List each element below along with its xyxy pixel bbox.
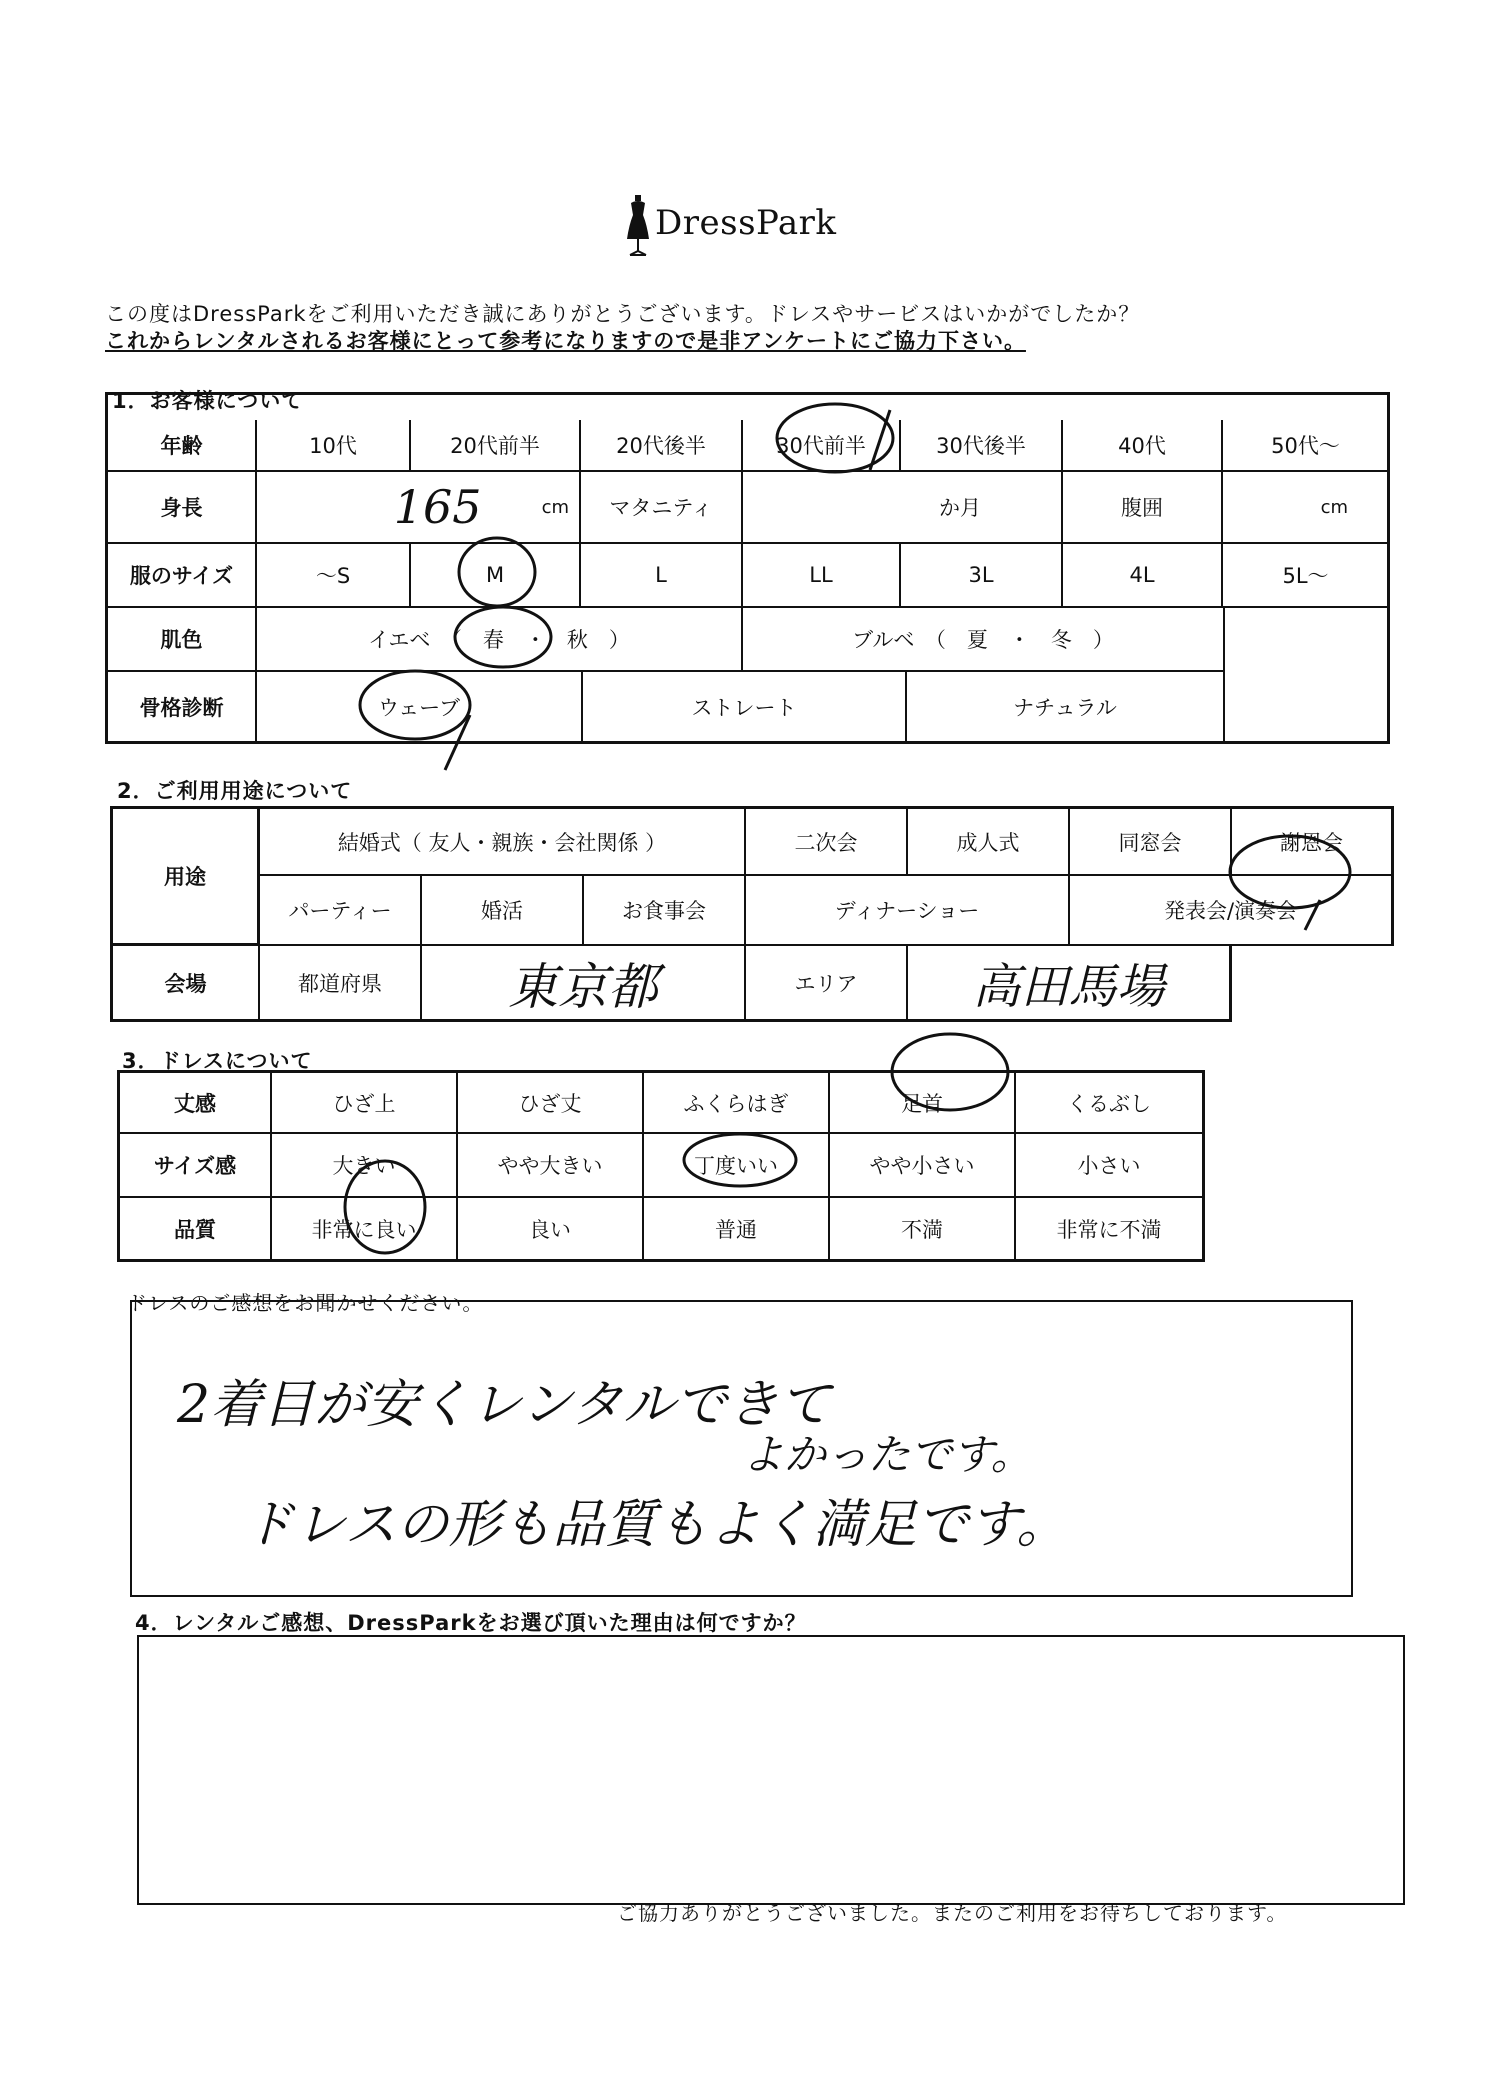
circle-mark [1230, 836, 1350, 908]
section1-title: 1．お客様について [112, 389, 304, 413]
quality-option-selected[interactable]: 非常に良い [272, 1198, 458, 1262]
circle-mark [459, 538, 535, 606]
quality-option[interactable]: 良い [458, 1198, 644, 1262]
fit-option-selected[interactable]: 丁度いい [644, 1134, 830, 1198]
size-option[interactable]: 4L [1063, 544, 1223, 608]
age-option[interactable]: 10代 [257, 420, 411, 472]
impressions-line: 2着目が安くレンタルできて [177, 1375, 831, 1435]
frame-option[interactable]: ナチュラル [907, 672, 1225, 744]
fit-label: サイズ感 [117, 1134, 272, 1198]
intro-text-emphasis: これからレンタルされるお客様にとって参考になりますので是非アンケートにご協力下さい。 [105, 329, 1026, 353]
use-label: 用途 [110, 806, 260, 946]
use-option[interactable]: 結婚式（ 友人・親族・会社関係 ） [260, 806, 746, 876]
age-label: 年齢 [105, 420, 257, 472]
quality-option[interactable]: 非常に不満 [1016, 1198, 1205, 1262]
section4-title: 4．レンタルご感想、DressParkをお選び頂いた理由は何ですか？ [135, 1611, 807, 1635]
age-option[interactable]: 30代後半 [901, 420, 1063, 472]
frame-option[interactable]: ストレート [583, 672, 907, 744]
size-option-selected[interactable]: M [411, 544, 581, 608]
size-option[interactable]: ～S [257, 544, 411, 608]
area-value: 高田馬場 [972, 959, 1165, 1015]
quality-option[interactable]: 不満 [830, 1198, 1016, 1262]
skin-blue-option[interactable]: ブルベ （ 夏 ・ 冬 ） [743, 608, 1225, 672]
length-option-selected[interactable]: 足首 [830, 1070, 1016, 1134]
age-option[interactable]: 50代～ [1223, 420, 1390, 472]
brand-name: DressPark [655, 203, 837, 243]
circle-mark [777, 404, 893, 472]
maternity-label: マタニティ [581, 472, 743, 544]
height-value: 165 [393, 480, 482, 534]
frame-option-selected[interactable]: ウェーブ [257, 672, 583, 744]
length-option[interactable]: くるぶし [1016, 1070, 1205, 1134]
section2-title: 2．ご利用用途について [117, 779, 353, 803]
age-option[interactable]: 20代前半 [411, 420, 581, 472]
height-label: 身長 [105, 472, 257, 544]
frame-label: 骨格診断 [105, 672, 257, 744]
size-option[interactable]: LL [743, 544, 901, 608]
closing-text: ご協力ありがとうございました。またのご利用をお待ちしております。 [617, 1901, 1288, 1925]
skin-label: 肌色 [105, 608, 257, 672]
use-option[interactable]: 謝恩会 [1232, 806, 1394, 876]
intro-text: この度はDressParkをご利用いただき誠にありがとうございます。ドレスやサービスはいかがでしたか？ [105, 302, 1141, 326]
impressions-title: ドレスのご感想をお聞かせください。 [127, 1291, 484, 1315]
age-option-selected[interactable]: 30代前半 [743, 420, 901, 472]
circle-mark [892, 1034, 1008, 1110]
fit-option[interactable]: 小さい [1016, 1134, 1205, 1198]
use-option[interactable]: お食事会 [584, 876, 746, 946]
fit-option[interactable]: 大きい [272, 1134, 458, 1198]
fit-option[interactable]: やや大きい [458, 1134, 644, 1198]
circle-tail [445, 715, 470, 770]
fit-option[interactable]: やや小さい [830, 1134, 1016, 1198]
use-option-selected[interactable]: 発表会/演奏会 [1070, 876, 1394, 946]
length-option[interactable]: ひざ丈 [458, 1070, 644, 1134]
size-option[interactable]: L [581, 544, 743, 608]
use-option[interactable]: 成人式 [908, 806, 1070, 876]
quality-label: 品質 [117, 1198, 272, 1262]
maternity-unit: か月 [939, 496, 981, 520]
circle-mark [455, 607, 551, 667]
size-option[interactable]: 3L [901, 544, 1063, 608]
length-label: 丈感 [117, 1070, 272, 1134]
venue-label: 会場 [110, 946, 260, 1022]
use-option[interactable]: 婚活 [422, 876, 584, 946]
age-option[interactable]: 40代 [1063, 420, 1223, 472]
circle-mark [684, 1134, 796, 1186]
length-option[interactable]: ふくらはぎ [644, 1070, 830, 1134]
prefecture-value: 東京都 [508, 957, 658, 1016]
circle-mark [345, 1161, 425, 1253]
waist-unit: cm [1320, 496, 1348, 518]
size-option[interactable]: 5L～ [1223, 544, 1390, 608]
use-option[interactable]: 二次会 [746, 806, 908, 876]
waist-label: 腹囲 [1063, 472, 1223, 544]
size-label: 服のサイズ [105, 544, 257, 608]
circle-mark [360, 671, 470, 739]
area-label: エリア [746, 946, 908, 1022]
section3-title: 3．ドレスについて [122, 1049, 313, 1073]
impressions-line: ドレスの形も品質もよく満足です。 [242, 1495, 1069, 1555]
skin-yellow-option[interactable]: イエベ （ 春 ・ 秋 ） [257, 608, 743, 672]
length-option[interactable]: ひざ上 [272, 1070, 458, 1134]
use-option[interactable]: 同窓会 [1070, 806, 1232, 876]
impressions-line: よかったです。 [742, 1430, 1033, 1479]
quality-option[interactable]: 普通 [644, 1198, 830, 1262]
use-option[interactable]: パーティー [260, 876, 422, 946]
prefecture-label: 都道府県 [260, 946, 422, 1022]
height-unit: cm [541, 496, 569, 518]
age-option[interactable]: 20代後半 [581, 420, 743, 472]
use-option[interactable]: ディナーショー [746, 876, 1070, 946]
